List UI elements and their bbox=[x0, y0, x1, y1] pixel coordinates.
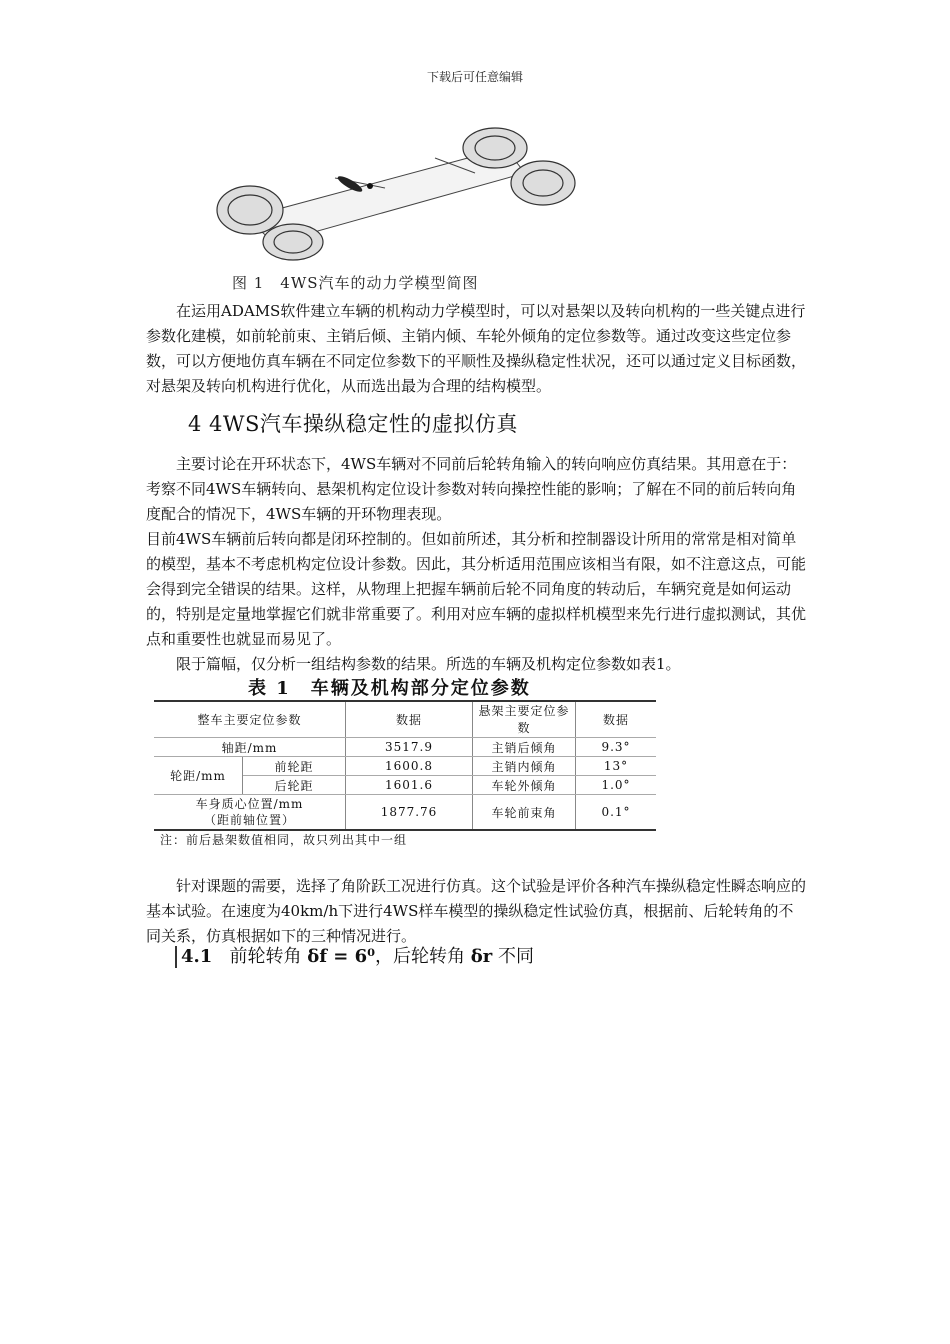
paragraph-text: 在运用ADAMS软件建立车辆的机构动力学模型时，可以对悬架以及转向机构的一些关键点进行参数化建模，如前轮前束、主销后倾、主销内倾、车轮外倾角的定位参数等。通过改变这些定位参数，可以方便地仿真车辆在不同定位参数下的平顺性及操纵稳定性状况，还可以通过定义目标函数，对悬架及转向机构进行优化，从而选出最为合理的结构模型。 bbox=[146, 302, 807, 395]
delta-f-formula: δf = 6⁰ bbox=[307, 946, 376, 967]
subsection-text: ，后轮转角 bbox=[375, 946, 466, 967]
table-cell: 1601.6 bbox=[346, 776, 473, 795]
table-cell: 13° bbox=[576, 757, 657, 776]
subsection-heading-4-1 bbox=[175, 946, 534, 968]
table-row bbox=[154, 795, 656, 831]
table-cell: 1600.8 bbox=[346, 757, 473, 776]
table-cell: 后轮距 bbox=[243, 776, 346, 795]
subsection-number: 4.1 bbox=[181, 946, 213, 967]
table-cell: 前轮距 bbox=[243, 757, 346, 776]
table-cell-line: 车身质心位置/mm bbox=[195, 797, 304, 811]
paragraph-text: 针对课题的需要，选择了角阶跃工况进行仿真。这个试验是评价各种汽车操纵稳定性瞬态响应的基本试验。在速度为40km/h下进行4WS样车模型的操纵稳定性试验仿真，根据前、后轮转角的不同关系，仿真根据如下的三种情况进行。 bbox=[146, 877, 807, 945]
table-cell: 主销内倾角 bbox=[473, 757, 576, 776]
table-header-row bbox=[154, 701, 656, 738]
table-cell-line: （距前轴位置） bbox=[203, 813, 295, 827]
section-heading-4: 4 4WS汽车操纵稳定性的虚拟仿真 bbox=[188, 412, 518, 436]
subsection-text: 不同 bbox=[497, 946, 534, 967]
paragraph-closed-loop bbox=[146, 527, 806, 652]
table-cell: 9.3° bbox=[576, 738, 657, 757]
table-cell: 0.1° bbox=[576, 795, 657, 831]
table-cell: 车轮前束角 bbox=[473, 795, 576, 831]
table-row bbox=[154, 757, 656, 776]
table-cell: 3517.9 bbox=[346, 738, 473, 757]
paragraph-simulation bbox=[146, 874, 806, 949]
table-header: 数据 bbox=[576, 701, 657, 738]
table-cell: 车轮外倾角 bbox=[473, 776, 576, 795]
table-header: 数据 bbox=[346, 701, 473, 738]
delta-r-symbol: δr bbox=[470, 946, 493, 967]
figure-caption: 图 1 4WS汽车的动力学模型简图 bbox=[232, 274, 479, 292]
paragraph-text: 主要讨论在开环状态下，4WS车辆对不同前后轮转角输入的转向响应仿真结果。其用意在于：考察不同4WS车辆转向、悬架机构定位设计参数对转向操控性能的影响；了解在不同的前后转向角度配合的情况下，4WS车辆的开环物理表现。 bbox=[146, 455, 797, 523]
table-cell: 1.0° bbox=[576, 776, 657, 795]
paragraph-adams bbox=[146, 299, 806, 399]
paragraph-text: 目前4WS车辆前后转向都是闭环控制的。但如前所述，其分析和控制器设计所用的常常是相对简单的模型，基本不考虑机构定位设计参数。因此，其分析适用范围应该相当有限，如不注意这点，可能会得到完全错误的结果。这样，从物理上把握车辆前后轮不同角度的转动后，车辆究竟是如何运动的，特别是定量地掌握它们就非常重要了。利用对应车辆的虚拟样机模型来先行进行虚拟测试，其优点和重要性也就显而易见了。 bbox=[146, 530, 807, 648]
page-header: 下载后可任意编辑 bbox=[426, 70, 523, 84]
table-cell: 轮距/mm bbox=[154, 757, 243, 795]
table-header: 悬架主要定位参数 bbox=[473, 701, 576, 738]
table-cell: 1877.76 bbox=[346, 795, 473, 831]
table-header: 整车主要定位参数 bbox=[154, 701, 346, 738]
subsection-text: 前轮转角 bbox=[229, 946, 302, 967]
table-cell: 轴距/mm bbox=[154, 738, 346, 757]
parameters-table bbox=[154, 700, 656, 831]
table-cell: 主销后倾角 bbox=[473, 738, 576, 757]
paragraph-text: 限于篇幅，仅分析一组结构参数的结果。所选的车辆及机构定位参数如表1。 bbox=[176, 655, 681, 673]
table-note: 注：前后悬架数值相同，故只列出其中一组 bbox=[160, 833, 408, 847]
table-title: 表 1 车辆及机构部分定位参数 bbox=[248, 678, 531, 699]
vehicle-model-figure bbox=[205, 118, 605, 266]
table-row bbox=[154, 738, 656, 757]
paragraph-open-loop bbox=[146, 452, 806, 527]
table-cell bbox=[154, 795, 346, 831]
